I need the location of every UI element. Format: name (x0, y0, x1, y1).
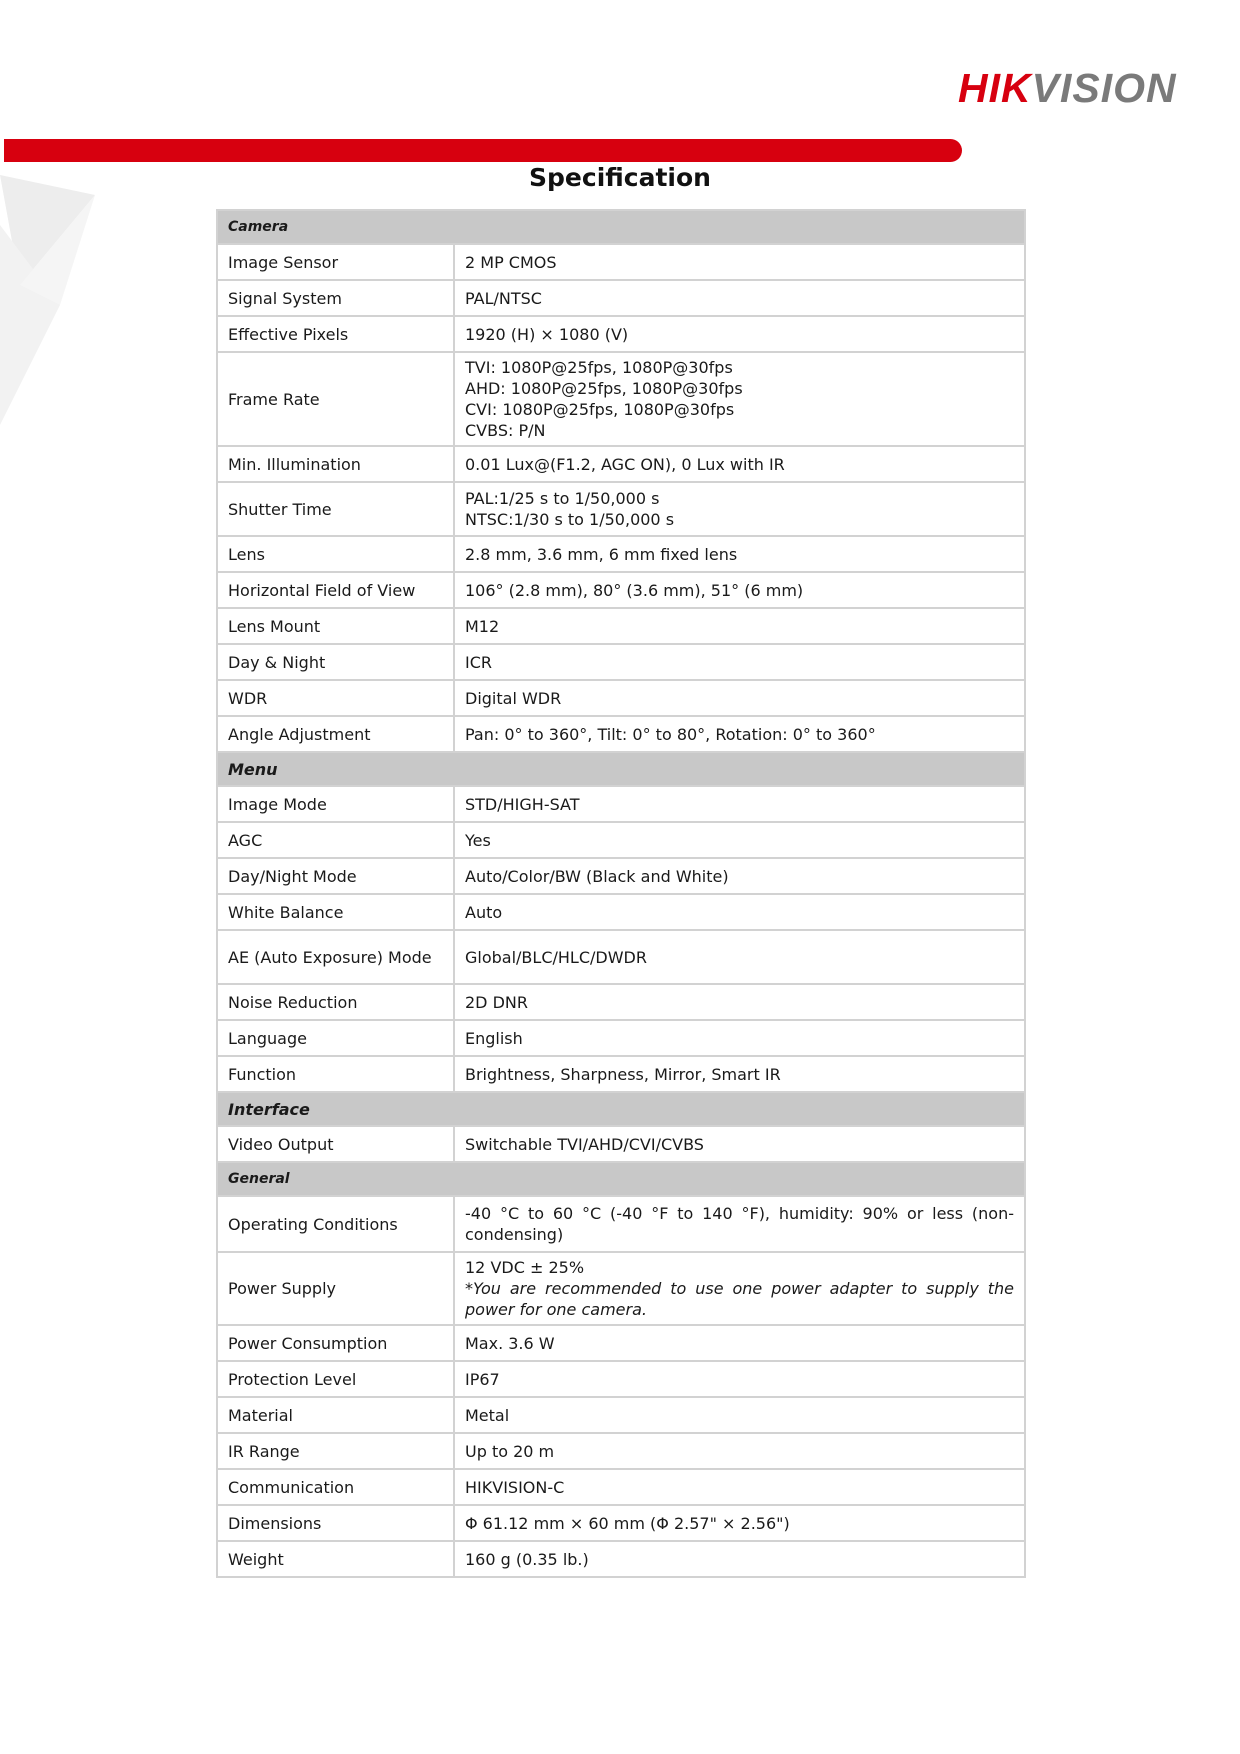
spec-value: Pan: 0° to 360°, Tilt: 0° to 80°, Rotation: 0° to 360° (454, 716, 1025, 752)
table-row (217, 716, 1025, 752)
spec-value: Global/BLC/HLC/DWDR (454, 930, 1025, 984)
table-row (217, 1361, 1025, 1397)
spec-value: Metal (454, 1397, 1025, 1433)
spec-value: Auto/Color/BW (Black and White) (454, 858, 1025, 894)
spec-label: Video Output (217, 1126, 454, 1162)
spec-label: Image Sensor (217, 244, 454, 280)
section-header-menu (217, 752, 1025, 786)
table-row (217, 822, 1025, 858)
spec-value: HIKVISION-C (454, 1469, 1025, 1505)
spec-value: 1920 (H) × 1080 (V) (454, 316, 1025, 352)
spec-value: English (454, 1020, 1025, 1056)
hikvision-logo (958, 66, 1177, 110)
spec-label: Angle Adjustment (217, 716, 454, 752)
table-row (217, 536, 1025, 572)
page-title: Specification (529, 163, 711, 192)
table-row (217, 1196, 1025, 1252)
spec-label: Day & Night (217, 644, 454, 680)
header-red-bar (4, 139, 962, 162)
table-row (217, 930, 1025, 984)
table-row (217, 1126, 1025, 1162)
spec-value: Brightness, Sharpness, Mirror, Smart IR (454, 1056, 1025, 1092)
table-row (217, 1469, 1025, 1505)
spec-label: Min. Illumination (217, 446, 454, 482)
spec-label: IR Range (217, 1433, 454, 1469)
watermark-graphic (0, 165, 110, 425)
spec-label: Day/Night Mode (217, 858, 454, 894)
spec-label: Image Mode (217, 786, 454, 822)
table-row (217, 1056, 1025, 1092)
spec-note: *You are recommended to use one power adapter to supply the power for one camera. (465, 1279, 1014, 1319)
spec-label: Language (217, 1020, 454, 1056)
table-row (217, 244, 1025, 280)
spec-value: 12 VDC ± 25% (465, 1258, 585, 1277)
spec-label: Lens Mount (217, 608, 454, 644)
spec-label: Noise Reduction (217, 984, 454, 1020)
spec-value: STD/HIGH-SAT (454, 786, 1025, 822)
spec-label: Communication (217, 1469, 454, 1505)
spec-value: Up to 20 m (454, 1433, 1025, 1469)
spec-value: PAL/NTSC (454, 280, 1025, 316)
table-row (217, 894, 1025, 930)
spec-value: 160 g (0.35 lb.) (454, 1541, 1025, 1577)
logo-text-hik: HIK (958, 65, 1032, 111)
table-row (217, 446, 1025, 482)
section-title: Menu (217, 752, 1025, 786)
logo-text-vision: VISION (1031, 65, 1177, 111)
spec-label: White Balance (217, 894, 454, 930)
table-row (217, 1505, 1025, 1541)
section-header-interface (217, 1092, 1025, 1126)
spec-value: Φ 61.12 mm × 60 mm (Φ 2.57" × 2.56") (454, 1505, 1025, 1541)
spec-value: Max. 3.6 W (454, 1325, 1025, 1361)
spec-label: Power Supply (217, 1252, 454, 1325)
spec-value-with-note (454, 1252, 1025, 1325)
spec-value: Digital WDR (454, 680, 1025, 716)
table-row (217, 680, 1025, 716)
section-header-camera (217, 210, 1025, 244)
spec-label: WDR (217, 680, 454, 716)
table-row (217, 572, 1025, 608)
section-title: General (217, 1162, 1025, 1196)
spec-value: PAL:1/25 s to 1/50,000 s NTSC:1/30 s to 1/50,000 s (454, 482, 1025, 536)
table-row (217, 608, 1025, 644)
spec-value: Yes (454, 822, 1025, 858)
spec-label: AE (Auto Exposure) Mode (217, 930, 454, 984)
table-row (217, 1252, 1025, 1325)
table-row (217, 316, 1025, 352)
section-title: Interface (217, 1092, 1025, 1126)
table-row (217, 1325, 1025, 1361)
specification-table (216, 209, 1026, 1578)
spec-label: Lens (217, 536, 454, 572)
table-row (217, 984, 1025, 1020)
table-row (217, 1433, 1025, 1469)
table-row (217, 1541, 1025, 1577)
spec-value: 2.8 mm, 3.6 mm, 6 mm fixed lens (454, 536, 1025, 572)
spec-label: Protection Level (217, 1361, 454, 1397)
spec-label: Signal System (217, 280, 454, 316)
spec-label: Shutter Time (217, 482, 454, 536)
table-row (217, 352, 1025, 446)
spec-value: M12 (454, 608, 1025, 644)
spec-label: Weight (217, 1541, 454, 1577)
spec-value: IP67 (454, 1361, 1025, 1397)
spec-value: ICR (454, 644, 1025, 680)
spec-value: -40 °C to 60 °C (-40 °F to 140 °F), humidity: 90% or less (non-condensing) (454, 1196, 1025, 1252)
table-row (217, 644, 1025, 680)
spec-label: Horizontal Field of View (217, 572, 454, 608)
spec-value: 2 MP CMOS (454, 244, 1025, 280)
spec-label: Function (217, 1056, 454, 1092)
spec-value: Switchable TVI/AHD/CVI/CVBS (454, 1126, 1025, 1162)
spec-value: 0.01 Lux@(F1.2, AGC ON), 0 Lux with IR (454, 446, 1025, 482)
spec-label: Power Consumption (217, 1325, 454, 1361)
spec-value: TVI: 1080P@25fps, 1080P@30fps AHD: 1080P@25fps, 1080P@30fps CVI: 1080P@25fps, 1080P@30fps CVBS: P/N (454, 352, 1025, 446)
spec-label: AGC (217, 822, 454, 858)
spec-label: Frame Rate (217, 352, 454, 446)
spec-label: Effective Pixels (217, 316, 454, 352)
table-row (217, 858, 1025, 894)
spec-label: Operating Conditions (217, 1196, 454, 1252)
spec-label: Dimensions (217, 1505, 454, 1541)
section-header-general (217, 1162, 1025, 1196)
section-title: Camera (217, 210, 1025, 244)
spec-value: Auto (454, 894, 1025, 930)
table-row (217, 786, 1025, 822)
table-row (217, 482, 1025, 536)
spec-label: Material (217, 1397, 454, 1433)
table-row (217, 1397, 1025, 1433)
table-row (217, 1020, 1025, 1056)
spec-value: 2D DNR (454, 984, 1025, 1020)
spec-value: 106° (2.8 mm), 80° (3.6 mm), 51° (6 mm) (454, 572, 1025, 608)
table-row (217, 280, 1025, 316)
